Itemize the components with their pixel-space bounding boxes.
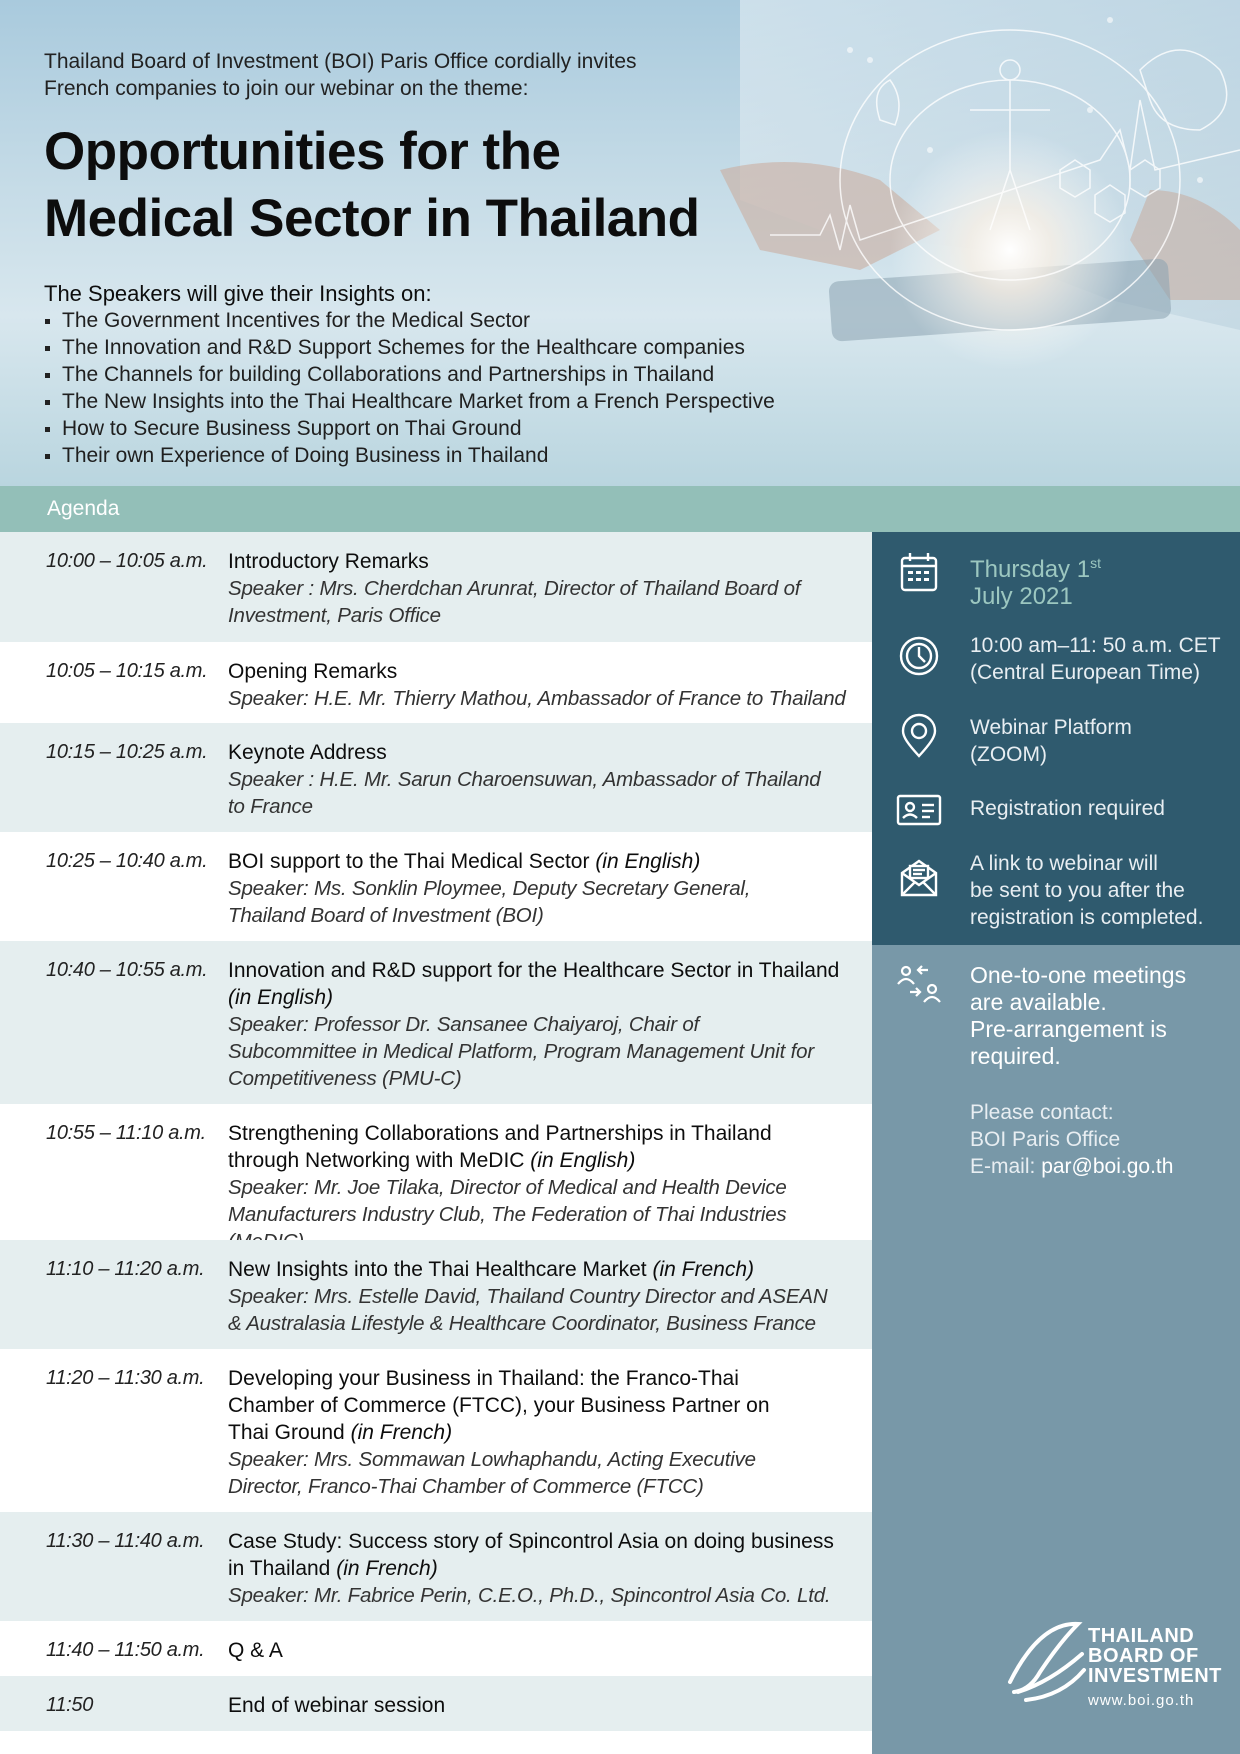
time-line: (Central European Time) bbox=[970, 661, 1200, 684]
calendar-icon bbox=[894, 548, 944, 598]
list-item: The Innovation and R&D Support Schemes for the Healthcare companies bbox=[44, 334, 775, 361]
agenda-content bbox=[228, 658, 864, 712]
agenda-topic bbox=[228, 1147, 864, 1174]
logo-line: THAILAND bbox=[1088, 1625, 1195, 1647]
agenda-content bbox=[228, 1256, 864, 1337]
agenda-topic: Strengthening Collaborations and Partnerships in Thailand bbox=[228, 1122, 772, 1145]
language-tag: (in English) bbox=[595, 850, 701, 873]
agenda-row bbox=[0, 1512, 872, 1621]
agenda-topic: Q & A bbox=[228, 1639, 283, 1662]
contact-line bbox=[970, 1153, 1173, 1180]
agenda-speaker: Competitiveness (PMU-C) bbox=[228, 1067, 462, 1090]
contact-line: BOI Paris Office bbox=[970, 1128, 1121, 1151]
language-tag: (in English) bbox=[228, 986, 334, 1009]
agenda-topic: Introductory Remarks bbox=[228, 550, 429, 573]
date-day: Thursday 1 bbox=[970, 556, 1091, 583]
agenda-row bbox=[0, 532, 872, 642]
agenda-topic-line bbox=[228, 984, 864, 1011]
agenda-time: 11:30 – 11:40 a.m. bbox=[46, 1530, 205, 1552]
agenda-speaker: Manufacturers Industry Club, The Federation of Thai Industries bbox=[228, 1203, 787, 1226]
language-tag: (in English) bbox=[530, 1149, 636, 1172]
page-title bbox=[44, 118, 700, 252]
clock-icon bbox=[894, 631, 944, 681]
agenda-row bbox=[0, 941, 872, 1104]
list-item: The Government Incentives for the Medical Sector bbox=[44, 307, 775, 334]
agenda-speaker: Thailand Board of Investment (BOI) bbox=[228, 904, 544, 927]
list-item: The Channels for building Collaborations and Partnerships in Thailand bbox=[44, 361, 775, 388]
language-tag: (in French) bbox=[336, 1557, 438, 1580]
list-item: The New Insights into the Thai Healthcare Market from a French Perspective bbox=[44, 388, 775, 415]
agenda-speaker: Speaker: Mrs. Estelle David, Thailand Country Director and ASEAN bbox=[228, 1285, 828, 1308]
agenda-content bbox=[228, 548, 864, 629]
platform-line: Webinar Platform bbox=[970, 716, 1132, 739]
location-pin-icon bbox=[894, 712, 944, 762]
logo-line: INVESTMENT bbox=[1088, 1665, 1222, 1687]
agenda-row bbox=[0, 832, 872, 941]
agenda-topic: Keynote Address bbox=[228, 741, 387, 764]
meetings-info bbox=[970, 962, 1220, 1070]
topic-text: in Thailand bbox=[228, 1557, 331, 1580]
agenda-content bbox=[228, 957, 864, 1092]
title-line: Opportunities for the bbox=[44, 122, 561, 181]
agenda-content bbox=[228, 1692, 864, 1719]
agenda-speaker: Investment, Paris Office bbox=[228, 604, 441, 627]
agenda-speaker: Speaker: Professor Dr. Sansanee Chaiyaroj, Chair of bbox=[228, 1013, 700, 1036]
agenda-time: 10:00 – 10:05 a.m. bbox=[46, 550, 208, 572]
agenda-content bbox=[228, 1528, 864, 1609]
agenda-row bbox=[0, 1349, 872, 1512]
agenda-time: 10:55 – 11:10 a.m. bbox=[46, 1122, 206, 1144]
time-line: 10:00 am–11: 50 a.m. CET bbox=[970, 634, 1221, 657]
email-label: E-mail: bbox=[970, 1155, 1042, 1178]
contact-info bbox=[970, 1099, 1173, 1180]
intro-line: Thailand Board of Investment (BOI) Paris Office cordially invites bbox=[44, 50, 637, 73]
agenda-topic: Developing your Business in Thailand: the Franco-Thai bbox=[228, 1367, 739, 1390]
topic-text: New Insights into the Thai Healthcare Market bbox=[228, 1258, 647, 1281]
agenda-speaker: Speaker: Mrs. Sommawan Lowhaphandu, Acting Executive bbox=[228, 1448, 756, 1471]
platform-line: (ZOOM) bbox=[970, 743, 1047, 766]
link-line: registration is completed. bbox=[970, 906, 1204, 929]
date-line: July 2021 bbox=[970, 583, 1073, 610]
agenda-speaker: Speaker: H.E. Mr. Thierry Mathou, Ambassador of France to Thailand bbox=[228, 687, 846, 710]
meetings-line: One-to-one meetings bbox=[970, 962, 1187, 988]
link-line: be sent to you after the bbox=[970, 879, 1185, 902]
agenda-topic: Innovation and R&D support for the Healthcare Sector in Thailand bbox=[228, 959, 840, 982]
agenda-content bbox=[228, 739, 864, 820]
agenda-label: Agenda bbox=[47, 497, 120, 520]
logo-line: BOARD OF bbox=[1088, 1645, 1199, 1667]
topic-text: through Networking with MeDIC bbox=[228, 1149, 525, 1172]
agenda-row bbox=[0, 1104, 872, 1240]
hero-banner bbox=[0, 0, 1240, 486]
title-line: Medical Sector in Thailand bbox=[44, 189, 700, 248]
language-tag: (in French) bbox=[350, 1421, 453, 1444]
agenda-row bbox=[0, 1621, 872, 1676]
agenda-row bbox=[0, 642, 872, 723]
contact-line: Please contact: bbox=[970, 1101, 1114, 1124]
list-item: How to Secure Business Support on Thai Ground bbox=[44, 415, 775, 442]
id-card-icon bbox=[894, 785, 944, 835]
date-line bbox=[970, 550, 1101, 583]
list-item: Their own Experience of Doing Business in Thailand bbox=[44, 442, 775, 469]
meeting-people-icon bbox=[894, 962, 944, 1012]
agenda-row bbox=[0, 1676, 872, 1731]
registration-note: Registration required bbox=[970, 797, 1165, 820]
date-suffix: st bbox=[1090, 555, 1101, 571]
agenda-topic: Chamber of Commerce (FTCC), your Business Partner on bbox=[228, 1394, 770, 1417]
agenda-content bbox=[228, 1120, 864, 1255]
insights-heading: The Speakers will give their Insights on: bbox=[44, 281, 432, 306]
agenda-time: 10:05 – 10:15 a.m. bbox=[46, 660, 208, 682]
language-tag: (in French) bbox=[652, 1258, 755, 1281]
email-link[interactable]: par@boi.go.th bbox=[1041, 1155, 1174, 1178]
agenda-speaker: Director, Franco-Thai Chamber of Commerce (FTCC) bbox=[228, 1475, 704, 1498]
website-link[interactable]: www.boi.go.th bbox=[1088, 1692, 1195, 1709]
agenda-row bbox=[0, 723, 872, 832]
agenda-topic bbox=[228, 1256, 864, 1283]
meetings-line: Pre-arrangement is bbox=[970, 1016, 1167, 1042]
agenda-speaker: Speaker : H.E. Mr. Sarun Charoensuwan, Ambassador of Thailand bbox=[228, 768, 821, 791]
agenda-time: 10:40 – 10:55 a.m. bbox=[46, 959, 208, 981]
agenda-row bbox=[0, 1240, 872, 1349]
agenda-list bbox=[0, 532, 872, 1731]
agenda-time: 10:15 – 10:25 a.m. bbox=[46, 741, 208, 763]
agenda-time: 11:20 – 11:30 a.m. bbox=[46, 1367, 205, 1389]
agenda-topic bbox=[228, 1555, 864, 1582]
agenda-topic: Case Study: Success story of Spincontrol Asia on doing business bbox=[228, 1530, 834, 1553]
agenda-topic bbox=[228, 848, 864, 875]
agenda-speaker: Speaker: Ms. Sonklin Ploymee, Deputy Secretary General, bbox=[228, 877, 751, 900]
email-icon bbox=[894, 853, 944, 903]
logo-wordmark bbox=[1088, 1626, 1222, 1686]
meetings-line: are available. bbox=[970, 989, 1107, 1015]
agenda-speaker: & Australasia Lifestyle & Healthcare Coordinator, Business France bbox=[228, 1312, 816, 1335]
insights-list bbox=[44, 307, 775, 469]
topic-text: Thai Ground bbox=[228, 1421, 345, 1444]
agenda-content bbox=[228, 848, 864, 929]
agenda-header bbox=[0, 486, 1240, 532]
intro-line: French companies to join our webinar on the theme: bbox=[44, 77, 529, 100]
link-note bbox=[970, 850, 1203, 931]
event-date bbox=[970, 550, 1101, 610]
intro-text bbox=[44, 48, 637, 102]
agenda-topic: End of webinar session bbox=[228, 1694, 446, 1717]
link-line: A link to webinar will bbox=[970, 852, 1158, 875]
agenda-topic: Opening Remarks bbox=[228, 660, 398, 683]
event-platform bbox=[970, 714, 1132, 768]
agenda-topic bbox=[228, 1419, 864, 1446]
agenda-speaker: to France bbox=[228, 795, 313, 818]
agenda-time: 11:10 – 11:20 a.m. bbox=[46, 1258, 205, 1280]
agenda-speaker: Speaker : Mrs. Cherdchan Arunrat, Director of Thailand Board of bbox=[228, 577, 801, 600]
agenda-speaker: Speaker: Mr. Joe Tilaka, Director of Medical and Health Device bbox=[228, 1176, 787, 1199]
agenda-content bbox=[228, 1365, 864, 1500]
topic-text: BOI support to the Thai Medical Sector bbox=[228, 850, 590, 873]
meetings-line: required. bbox=[970, 1043, 1061, 1069]
agenda-speaker: Speaker: Mr. Fabrice Perin, C.E.O., Ph.D., Spincontrol Asia Co. Ltd. bbox=[228, 1584, 831, 1607]
event-time bbox=[970, 632, 1221, 686]
agenda-speaker: Subcommittee in Medical Platform, Program Management Unit for bbox=[228, 1040, 814, 1063]
agenda-time: 10:25 – 10:40 a.m. bbox=[46, 850, 208, 872]
agenda-time: 11:40 – 11:50 a.m. bbox=[46, 1639, 205, 1661]
agenda-content bbox=[228, 1637, 864, 1664]
agenda-time: 11:50 bbox=[46, 1694, 94, 1716]
